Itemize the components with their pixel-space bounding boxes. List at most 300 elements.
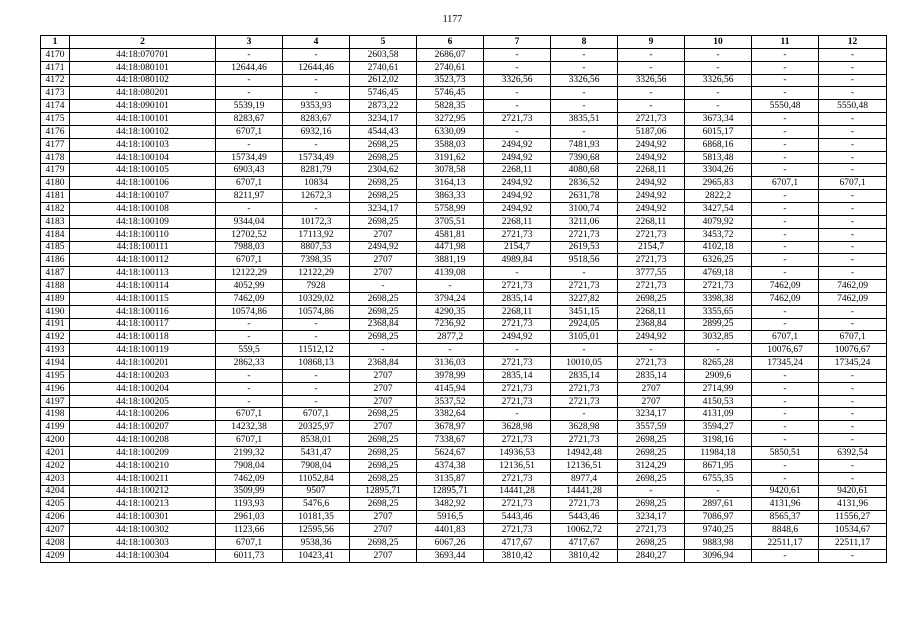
table-cell: 2698,25	[618, 292, 685, 305]
table-cell: -	[484, 48, 551, 61]
table-cell: 3978,99	[417, 369, 484, 382]
table-cell: 2698,25	[350, 190, 417, 203]
table-cell: 2721,73	[551, 498, 618, 511]
table-cell: -	[819, 48, 887, 61]
table-cell: -	[417, 280, 484, 293]
table-cell: -	[752, 190, 819, 203]
table-cell: 2721,73	[618, 524, 685, 537]
table-cell: 4193	[41, 344, 70, 357]
table-cell: 4185	[41, 241, 70, 254]
table-cell: 9507	[283, 485, 350, 498]
table-cell: 7462,09	[819, 292, 887, 305]
table-cell: -	[484, 125, 551, 138]
table-cell: 9420,61	[752, 485, 819, 498]
table-cell: 4208	[41, 536, 70, 549]
table-cell: 5813,48	[685, 151, 752, 164]
table-cell: -	[752, 421, 819, 434]
table-cell: 8807,53	[283, 241, 350, 254]
table-cell: 12122,29	[216, 267, 283, 280]
table-cell: -	[819, 241, 887, 254]
table-cell: 15734,49	[283, 151, 350, 164]
table-cell: 44:18:100101	[70, 113, 216, 126]
table-cell: 4173	[41, 87, 70, 100]
table-cell: 12136,51	[484, 459, 551, 472]
table-cell: -	[819, 318, 887, 331]
table-cell: -	[618, 485, 685, 498]
table-row	[41, 177, 887, 190]
table-cell: 12672,3	[283, 190, 350, 203]
table-cell: 44:18:100111	[70, 241, 216, 254]
table-cell: 2707	[350, 549, 417, 562]
table-cell: 2899,25	[685, 318, 752, 331]
table-cell: 2822,2	[685, 190, 752, 203]
column-header: 7	[484, 36, 551, 49]
table-cell: -	[216, 395, 283, 408]
table-cell: 44:18:100115	[70, 292, 216, 305]
table-cell: 2707	[350, 254, 417, 267]
table-cell: 44:18:100106	[70, 177, 216, 190]
table-cell: 3211,06	[551, 215, 618, 228]
table-cell: 9538,36	[283, 536, 350, 549]
table-row	[41, 421, 887, 434]
table-cell: 17345,24	[819, 357, 887, 370]
table-cell: 10868,13	[283, 357, 350, 370]
table-cell: 7908,04	[216, 459, 283, 472]
table-cell: 10010,05	[551, 357, 618, 370]
table-cell: 4131,96	[819, 498, 887, 511]
table-row	[41, 61, 887, 74]
table-cell: 5758,99	[417, 202, 484, 215]
table-cell: 3835,51	[551, 113, 618, 126]
table-cell: 6755,35	[685, 472, 752, 485]
table-cell: 2268,11	[484, 164, 551, 177]
table-cell: 4192	[41, 331, 70, 344]
table-cell: 3135,87	[417, 472, 484, 485]
table-cell: 8848,6	[752, 524, 819, 537]
table-cell: 4170	[41, 48, 70, 61]
table-cell: 8565,37	[752, 511, 819, 524]
table-cell: 3705,51	[417, 215, 484, 228]
table-cell: 4989,84	[484, 254, 551, 267]
table-cell: 2965,83	[685, 177, 752, 190]
table-cell: 2721,73	[551, 228, 618, 241]
table-cell: -	[819, 408, 887, 421]
table-cell: -	[819, 305, 887, 318]
table-row	[41, 408, 887, 421]
table-cell: 3453,72	[685, 228, 752, 241]
table-cell: -	[551, 61, 618, 74]
table-cell: 44:18:080102	[70, 74, 216, 87]
table-row	[41, 48, 887, 61]
table-cell: 4202	[41, 459, 70, 472]
table-row	[41, 164, 887, 177]
table-cell: 2707	[350, 511, 417, 524]
table-cell: 4172	[41, 74, 70, 87]
table-cell: -	[350, 344, 417, 357]
table-cell: -	[752, 254, 819, 267]
table-cell: 3588,03	[417, 138, 484, 151]
table-cell: 5476,6	[283, 498, 350, 511]
table-cell: 7928	[283, 280, 350, 293]
table-cell: -	[216, 87, 283, 100]
table-cell: 4189	[41, 292, 70, 305]
table-cell: 2721,73	[484, 357, 551, 370]
table-cell: 5443,46	[484, 511, 551, 524]
table-cell: 9353,93	[283, 100, 350, 113]
table-cell: 2721,73	[618, 228, 685, 241]
table-cell: 14936,53	[484, 447, 551, 460]
table-cell: 7908,04	[283, 459, 350, 472]
table-cell: 2721,73	[484, 498, 551, 511]
table-cell: 6707,1	[819, 331, 887, 344]
table-cell: 4717,67	[551, 536, 618, 549]
table-cell: 3032,85	[685, 331, 752, 344]
table-cell: -	[819, 164, 887, 177]
table-cell: 2721,73	[484, 318, 551, 331]
table-cell: 3382,64	[417, 408, 484, 421]
table-cell: -	[350, 280, 417, 293]
table-row	[41, 215, 887, 228]
table-cell: -	[819, 434, 887, 447]
table-cell: -	[283, 382, 350, 395]
table-cell: 14232,38	[216, 421, 283, 434]
table-cell: 9518,56	[551, 254, 618, 267]
column-header: 3	[216, 36, 283, 49]
table-cell: -	[752, 241, 819, 254]
table-cell: 10329,02	[283, 292, 350, 305]
table-row	[41, 100, 887, 113]
column-header: 1	[41, 36, 70, 49]
table-cell: 44:18:100119	[70, 344, 216, 357]
table-cell: 2368,84	[350, 357, 417, 370]
table-cell: 7462,09	[819, 280, 887, 293]
table-cell: 2494,92	[618, 151, 685, 164]
table-cell: 44:18:100201	[70, 357, 216, 370]
table-row	[41, 138, 887, 151]
table-cell: 44:18:100117	[70, 318, 216, 331]
table-cell: 12702,52	[216, 228, 283, 241]
table-cell: 3326,56	[484, 74, 551, 87]
table-cell: -	[551, 87, 618, 100]
table-cell: 10534,67	[819, 524, 887, 537]
table-cell: 4197	[41, 395, 70, 408]
table-cell: -	[685, 344, 752, 357]
table-cell: 3078,58	[417, 164, 484, 177]
table-row	[41, 524, 887, 537]
table-cell: 15734,49	[216, 151, 283, 164]
table-cell: 5746,45	[417, 87, 484, 100]
table-cell: -	[752, 408, 819, 421]
table-cell: 7398,35	[283, 254, 350, 267]
table-cell: 6011,73	[216, 549, 283, 562]
table-cell: 2494,92	[350, 241, 417, 254]
table-cell: -	[283, 74, 350, 87]
table-cell: 44:18:100108	[70, 202, 216, 215]
table-cell: 559,5	[216, 344, 283, 357]
table-cell: -	[819, 113, 887, 126]
table-row	[41, 74, 887, 87]
table-cell: 11052,84	[283, 472, 350, 485]
table-cell: 3810,42	[484, 549, 551, 562]
table-cell: 4191	[41, 318, 70, 331]
table-cell: 2494,92	[484, 151, 551, 164]
column-header: 10	[685, 36, 752, 49]
table-row	[41, 447, 887, 460]
table-cell: -	[216, 138, 283, 151]
table-cell: 44:18:100112	[70, 254, 216, 267]
table-cell: 4471,98	[417, 241, 484, 254]
table-cell: 4290,35	[417, 305, 484, 318]
table-cell: 2707	[350, 228, 417, 241]
table-cell: 4207	[41, 524, 70, 537]
table-cell: 44:18:100105	[70, 164, 216, 177]
table-cell: 44:18:100207	[70, 421, 216, 434]
table-cell: 3881,19	[417, 254, 484, 267]
table-cell: 4717,67	[484, 536, 551, 549]
table-cell: 2494,92	[484, 331, 551, 344]
table-cell: 22511,17	[819, 536, 887, 549]
table-cell: 4401,83	[417, 524, 484, 537]
table-cell: -	[752, 318, 819, 331]
table-cell: 44:18:080201	[70, 87, 216, 100]
table-cell: 3304,26	[685, 164, 752, 177]
table-cell: 2835,14	[484, 369, 551, 382]
table-cell: -	[819, 421, 887, 434]
table-cell: -	[417, 344, 484, 357]
table-cell: 2721,73	[551, 382, 618, 395]
table-cell: 2698,25	[350, 498, 417, 511]
table-cell: 2698,25	[350, 331, 417, 344]
table-cell: 2707	[350, 395, 417, 408]
table-cell: 44:18:100110	[70, 228, 216, 241]
table-row	[41, 190, 887, 203]
table-cell: 2698,25	[350, 472, 417, 485]
table-cell: 2494,92	[484, 202, 551, 215]
table-cell: 6707,1	[283, 408, 350, 421]
table-cell: 4131,96	[752, 498, 819, 511]
table-cell: 2707	[350, 524, 417, 537]
table-cell: 2836,52	[551, 177, 618, 190]
table-cell: 10181,35	[283, 511, 350, 524]
table-cell: 6903,43	[216, 164, 283, 177]
table-cell: 44:18:100204	[70, 382, 216, 395]
table-cell: 2154,7	[484, 241, 551, 254]
table-cell: 2698,25	[350, 177, 417, 190]
table-cell: -	[618, 87, 685, 100]
table-cell: 2268,11	[618, 305, 685, 318]
table-cell: 4198	[41, 408, 70, 421]
table-cell: 2619,53	[551, 241, 618, 254]
table-cell: 4181	[41, 190, 70, 203]
table-cell: 11512,12	[283, 344, 350, 357]
table-cell: 7086,97	[685, 511, 752, 524]
table-cell: 3124,29	[618, 459, 685, 472]
table-cell: -	[752, 215, 819, 228]
table-cell: 2494,92	[618, 177, 685, 190]
table-cell: 6707,1	[819, 177, 887, 190]
table-cell: 9740,25	[685, 524, 752, 537]
table-cell: 8281,79	[283, 164, 350, 177]
table-cell: 3234,17	[350, 202, 417, 215]
table-cell: -	[283, 331, 350, 344]
table-cell: 6707,1	[752, 331, 819, 344]
table-cell: 4182	[41, 202, 70, 215]
table-cell: -	[819, 61, 887, 74]
table-cell: 6015,17	[685, 125, 752, 138]
table-cell: -	[618, 344, 685, 357]
table-cell: 8265,28	[685, 357, 752, 370]
table-cell: 3678,97	[417, 421, 484, 434]
table-cell: 5850,51	[752, 447, 819, 460]
table-cell: -	[819, 138, 887, 151]
table-row	[41, 267, 887, 280]
table-cell: 9420,61	[819, 485, 887, 498]
table-cell: 2494,92	[618, 202, 685, 215]
table-cell: 44:18:070701	[70, 48, 216, 61]
table-cell: 44:18:100103	[70, 138, 216, 151]
table-cell: 44:18:100211	[70, 472, 216, 485]
table-cell: 4769,18	[685, 267, 752, 280]
table-cell: -	[484, 344, 551, 357]
column-header: 2	[70, 36, 216, 49]
table-cell: -	[819, 215, 887, 228]
table-cell: 6326,25	[685, 254, 752, 267]
table-cell: 4206	[41, 511, 70, 524]
table-cell: 2707	[350, 267, 417, 280]
table-cell: 2268,11	[484, 305, 551, 318]
table-cell: 6067,26	[417, 536, 484, 549]
table-cell: -	[819, 202, 887, 215]
table-cell: 2877,2	[417, 331, 484, 344]
table-cell: 44:18:100118	[70, 331, 216, 344]
table-cell: -	[819, 228, 887, 241]
table-cell: 10834	[283, 177, 350, 190]
table-cell: -	[819, 151, 887, 164]
table-cell: 4200	[41, 434, 70, 447]
table-cell: 2698,25	[350, 305, 417, 318]
table-cell: -	[752, 125, 819, 138]
table-cell: -	[752, 61, 819, 74]
table-cell: -	[551, 408, 618, 421]
table-row	[41, 344, 887, 357]
table-cell: 22511,17	[752, 536, 819, 549]
table-cell: 2840,27	[618, 549, 685, 562]
table-cell: 4194	[41, 357, 70, 370]
table-cell: 4205	[41, 498, 70, 511]
table-cell: 44:18:090101	[70, 100, 216, 113]
table-cell: 2707	[618, 382, 685, 395]
table-cell: -	[484, 100, 551, 113]
table-cell: 5550,48	[752, 100, 819, 113]
table-cell: 17113,92	[283, 228, 350, 241]
table-cell: 4374,38	[417, 459, 484, 472]
table-cell: 4209	[41, 549, 70, 562]
table-cell: -	[685, 61, 752, 74]
table-row	[41, 202, 887, 215]
table-row	[41, 305, 887, 318]
table-cell: 2897,61	[685, 498, 752, 511]
table-cell: 14942,48	[551, 447, 618, 460]
table-cell: 4052,99	[216, 280, 283, 293]
table-cell: 2698,25	[350, 138, 417, 151]
table-cell: -	[484, 408, 551, 421]
table-cell: -	[819, 382, 887, 395]
table-cell: 5539,19	[216, 100, 283, 113]
table-cell: 12595,56	[283, 524, 350, 537]
table-cell: 1193,93	[216, 498, 283, 511]
table-cell: -	[819, 395, 887, 408]
table-cell: 4080,68	[551, 164, 618, 177]
table-cell: 4145,94	[417, 382, 484, 395]
table-cell: 2721,73	[484, 472, 551, 485]
table-cell: -	[819, 74, 887, 87]
table-cell: 44:18:100102	[70, 125, 216, 138]
table-cell: 8283,67	[283, 113, 350, 126]
table-row	[41, 498, 887, 511]
column-header: 6	[417, 36, 484, 49]
table-cell: 2698,25	[350, 434, 417, 447]
table-cell: 4186	[41, 254, 70, 267]
table-cell: 6330,09	[417, 125, 484, 138]
table-row	[41, 318, 887, 331]
table-cell: 11556,27	[819, 511, 887, 524]
table-cell: 2494,92	[484, 190, 551, 203]
table-cell: 5624,67	[417, 447, 484, 460]
table-cell: 4079,92	[685, 215, 752, 228]
table-cell: -	[752, 395, 819, 408]
table-cell: 44:18:100114	[70, 280, 216, 293]
table-cell: 2631,78	[551, 190, 618, 203]
table-cell: 6707,1	[216, 254, 283, 267]
table-cell: 2698,25	[350, 151, 417, 164]
table-cell: 2698,25	[618, 536, 685, 549]
table-cell: 3427,54	[685, 202, 752, 215]
table-cell: -	[752, 434, 819, 447]
table-cell: 2862,33	[216, 357, 283, 370]
table-cell: -	[752, 87, 819, 100]
table-row	[41, 331, 887, 344]
table-cell: 4196	[41, 382, 70, 395]
table-cell: 11984,18	[685, 447, 752, 460]
table-cell: -	[551, 125, 618, 138]
table-cell: 44:18:100107	[70, 190, 216, 203]
table-cell: 4139,08	[417, 267, 484, 280]
table-cell: 2721,73	[685, 280, 752, 293]
table-cell: 8211,97	[216, 190, 283, 203]
table-cell: -	[551, 344, 618, 357]
table-cell: 2154,7	[618, 241, 685, 254]
table-cell: 2494,92	[618, 190, 685, 203]
table-row	[41, 549, 887, 562]
table-cell: -	[216, 369, 283, 382]
table-cell: -	[685, 485, 752, 498]
table-cell: 5916,5	[417, 511, 484, 524]
table-cell: -	[618, 61, 685, 74]
table-cell: 2686,07	[417, 48, 484, 61]
table-cell: -	[819, 267, 887, 280]
table-cell: 2835,14	[551, 369, 618, 382]
table-row	[41, 382, 887, 395]
table-cell: -	[283, 87, 350, 100]
table-cell: 3693,44	[417, 549, 484, 562]
table-cell: 3234,17	[350, 113, 417, 126]
table-cell: 4203	[41, 472, 70, 485]
table-cell: 2268,11	[618, 164, 685, 177]
table-cell: 44:18:100206	[70, 408, 216, 421]
table-cell: 3326,56	[618, 74, 685, 87]
table-cell: 3272,95	[417, 113, 484, 126]
table-row	[41, 369, 887, 382]
